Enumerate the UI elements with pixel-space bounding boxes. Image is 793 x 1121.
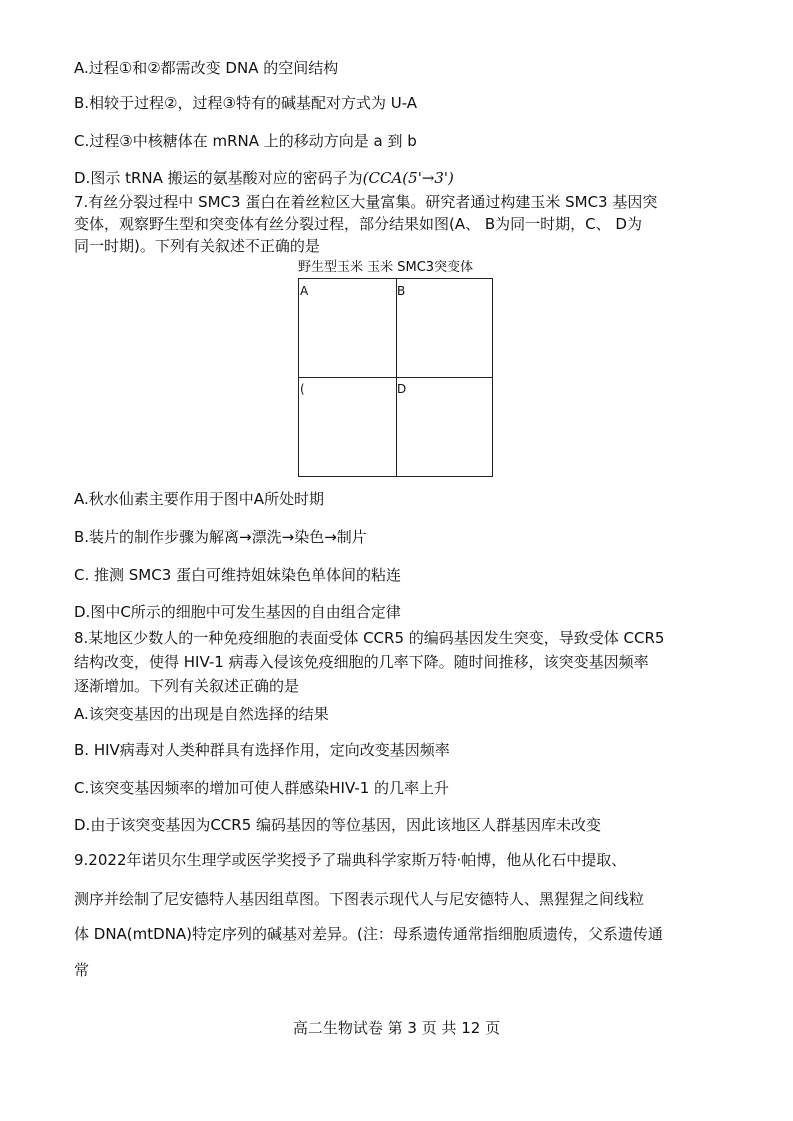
q7-option-b: B.装片的制作步骤为解离→漂洗→染色→制片 [74, 528, 367, 546]
cell-label-d: D [397, 382, 407, 396]
page-footer: 高二生物试卷 第 3 页 共 12 页 [292, 1019, 501, 1037]
q7-stem-line3: 同一时期)。下列有关叙述不正确的是 [74, 237, 320, 255]
cell-label-a: A [300, 284, 309, 298]
cell-label-c: ( [300, 382, 305, 396]
q9-line1: 9.2022年诺贝尔生理学或医学奖授予了瑞典科学家斯万特·帕博，他从化石中提取、 [74, 851, 627, 869]
q6-option-d [74, 168, 454, 188]
q9-line4: 常 [74, 961, 90, 979]
q8-stem-line1: 8.某地区少数人的一种免疫细胞的表面受体 CCR5 的编码基因发生突变，导致受体 CCR5 [74, 629, 665, 647]
q7-option-c: C. 推测 SMC3 蛋白可维持姐妹染色单体间的粘连 [74, 566, 402, 584]
q6-option-c: C.过程③中核糖体在 mRNA 上的移动方向是 a 到 b [74, 132, 417, 150]
cell-label-b: B [397, 284, 406, 298]
q7-option-d: D.图中C所示的细胞中可发生基因的自由组合定律 [74, 603, 401, 621]
q8-stem-line2: 结构改变，使得 HIV-1 病毒入侵该免疫细胞的几率下降。随时间推移，该突变基因频率 [74, 653, 649, 671]
q8-option-c: C.该突变基因频率的增加可使人群感染HIV-1 的几率上升 [74, 779, 450, 797]
q9-line3: 体 DNA(mtDNA)特定序列的碱基对差异。(注：母系遗传通常指细胞质遗传，父系遗传通 [74, 925, 663, 943]
q8-option-d: D.由于该突变基因为CCR5 编码基因的等位基因，因此该地区人群基因库未改变 [74, 816, 602, 834]
q7-figure-title: 野生型玉米 玉米 SMC3突变体 [298, 260, 474, 275]
q6-option-b: B.相较于过程②，过程③特有的碱基配对方式为 U-A [74, 94, 418, 112]
q6-option-d-codon: (CCA(5'→3') [362, 169, 454, 187]
q8-stem-line3: 逐渐增加。下列有关叙述正确的是 [74, 677, 300, 695]
q7-option-a: A.秋水仙素主要作用于图中A所处时期 [74, 490, 325, 508]
q7-stem-line2: 变体，观察野生型和突变体有丝分裂过程，部分结果如图(A、 B为同一时期，C、 D为 [74, 215, 642, 233]
q9-line2: 测序并绘制了尼安德特人基因组草图。下图表示现代人与尼安德特人、黑猩猩之间线粒 [74, 890, 645, 908]
q6-option-d-text: D.图示 tRNA 搬运的氨基酸对应的密码子为 [74, 169, 363, 187]
q8-option-b: B. HIV病毒对人类种群具有选择作用，定向改变基因频率 [74, 741, 450, 759]
q7-stem-line1: 7.有丝分裂过程中 SMC3 蛋白在着丝粒区大量富集。研究者通过构建玉米 SMC3 基因突 [74, 193, 658, 211]
q8-option-a: A.该突变基因的出现是自然选择的结果 [74, 705, 329, 723]
q7-figure-grid [298, 278, 493, 477]
q6-option-a: A.过程①和②都需改变 DNA 的空间结构 [74, 59, 339, 77]
grid-horizontal-divider [299, 377, 492, 378]
